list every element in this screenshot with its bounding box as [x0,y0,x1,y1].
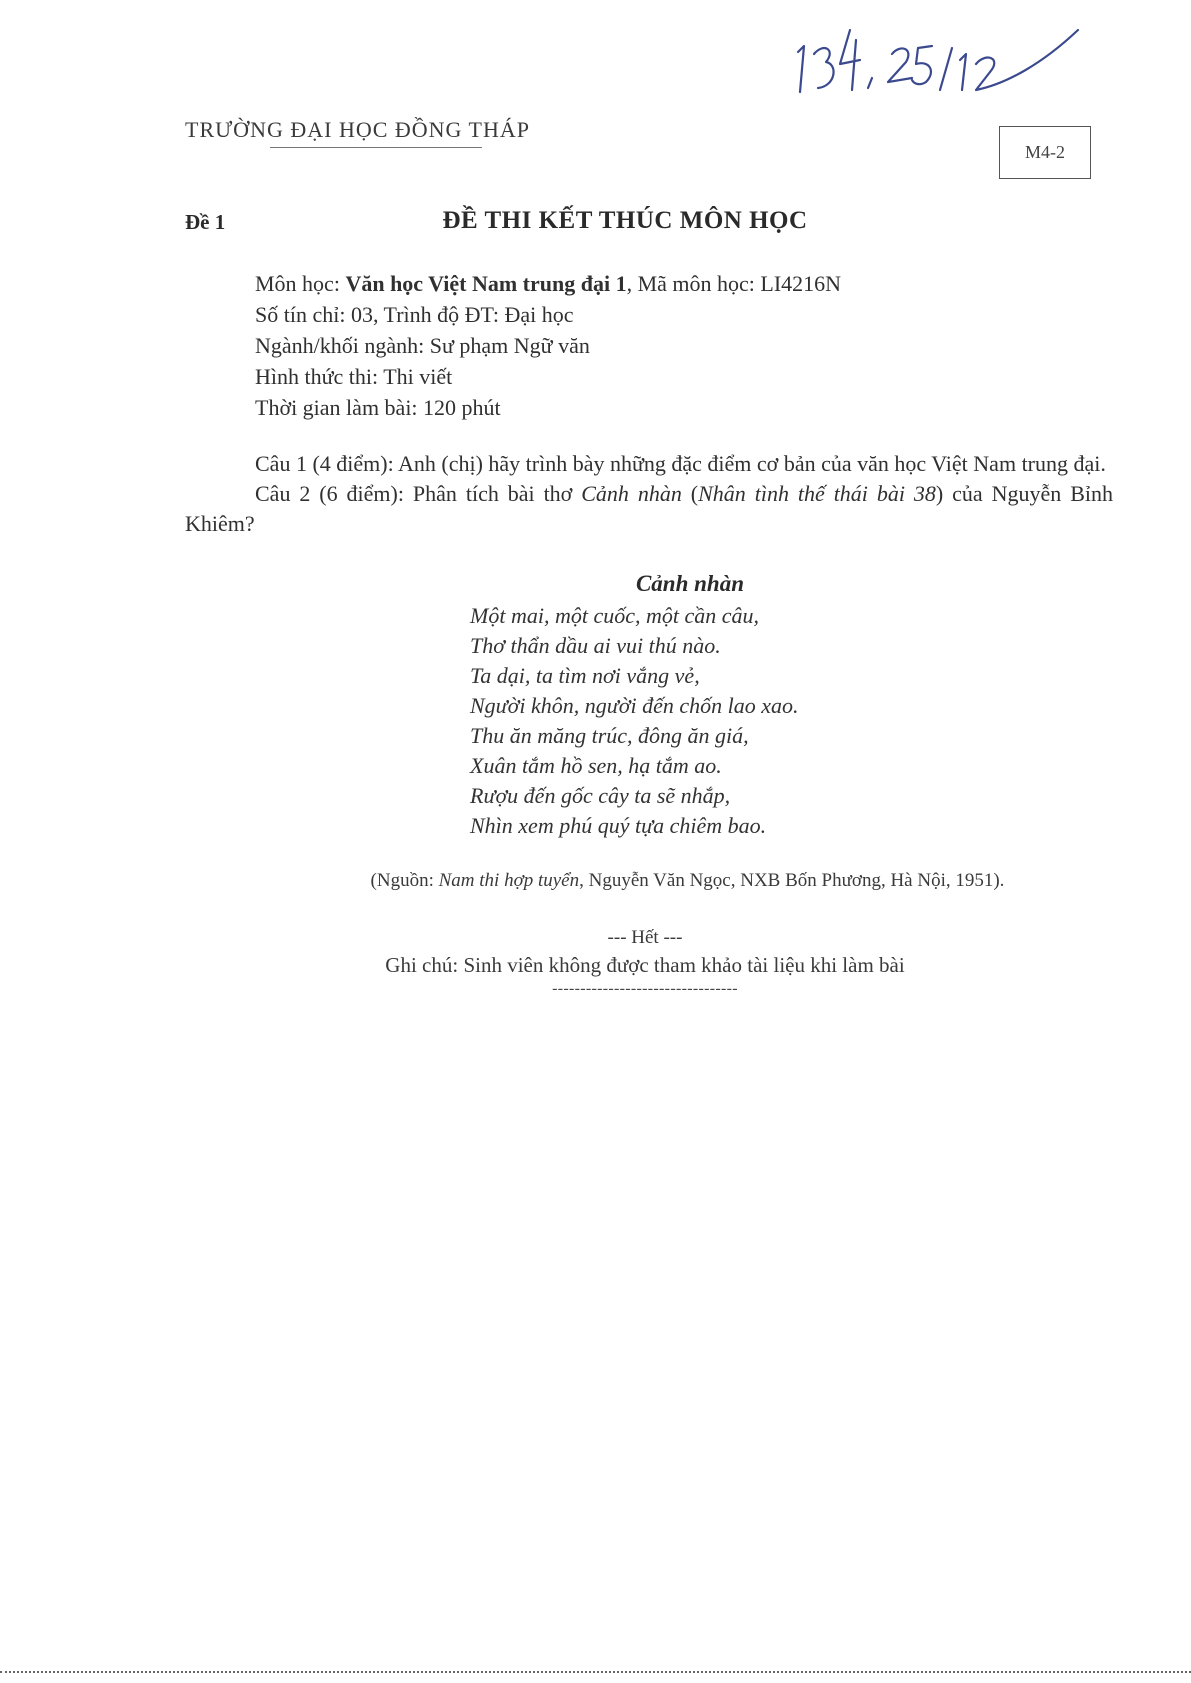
subject-line [255,268,841,299]
exam-format-line: Hình thức thi: Thi viết [255,364,453,389]
form-code-box [999,126,1091,179]
question-2-before: Câu 2 (6 điểm): Phân tích bài thơ [255,481,582,506]
poem-line: Thu ăn măng trúc, đông ăn giá, [470,723,749,748]
question-2-collection: Nhân tình thế thái bài 38 [698,481,936,506]
poem [470,601,799,841]
question-2 [185,479,1113,539]
poem-line: Ta dại, ta tìm nơi vắng vẻ, [470,663,700,688]
footer-dashes: --------------------------------- [552,980,738,997]
poem-line: Một mai, một cuốc, một cần câu, [470,603,759,628]
subject-label: Môn học: [255,271,346,296]
question-2-after: ) của Nguyễn Bỉnh Khiêm? [185,481,1113,536]
form-code: M4-2 [1025,142,1065,162]
question-2-work: Cảnh nhàn [581,481,682,506]
question-1: Câu 1 (4 điểm): Anh (chị) hãy trình bày những đặc điểm cơ bản của văn học Việt Nam trung đại. [255,451,1106,476]
poem-line: Nhìn xem phú quý tựa chiêm bao. [470,813,767,838]
exam-time-line: Thời gian làm bài: 120 phút [255,395,501,420]
source-suffix: , Nguyễn Văn Ngọc, NXB Bốn Phương, Hà Nội, 1951). [579,870,1005,891]
school-name-underline [270,147,482,148]
scan-edge-line [0,1671,1191,1673]
handwritten-note [780,20,1100,100]
exam-title: ĐỀ THI KẾT THÚC MÔN HỌC [442,207,808,234]
source-book: Nam thi hợp tuyển [438,870,580,891]
poem-line: Người khôn, người đến chốn lao xao. [470,693,799,718]
poem-line: Rượu đến gốc cây ta sẽ nhắp, [470,783,731,808]
subject-name: Văn học Việt Nam trung đại 1 [345,271,627,296]
credits-line: Số tín chỉ: 03, Trình độ ĐT: Đại học [255,302,574,327]
poem-title: Cảnh nhàn [635,571,745,596]
exam-number: Đề 1 [185,210,226,234]
questions [185,449,1113,539]
poem-line: Thơ thẩn dầu ai vui thú nào. [470,633,721,658]
school-name: TRƯỜNG ĐẠI HỌC ĐỒNG THÁP [185,117,530,142]
exam-info [255,268,841,423]
source-citation [0,870,1191,892]
subject-code: LI4216N [760,271,842,296]
major-line: Ngành/khối ngành: Sư phạm Ngữ văn [255,333,590,358]
poem-line: Xuân tắm hồ sen, hạ tắm ao. [470,753,722,778]
handwritten-note-drawing [780,20,1100,100]
source-prefix: (Nguồn: [370,870,439,891]
end-mark: --- Hết --- [607,927,683,948]
question-2-mid: ( [681,481,699,506]
subject-code-label: , Mã môn học: [626,271,761,296]
footer-note: Ghi chú: Sinh viên không được tham khảo tài liệu khi làm bài [385,953,905,977]
